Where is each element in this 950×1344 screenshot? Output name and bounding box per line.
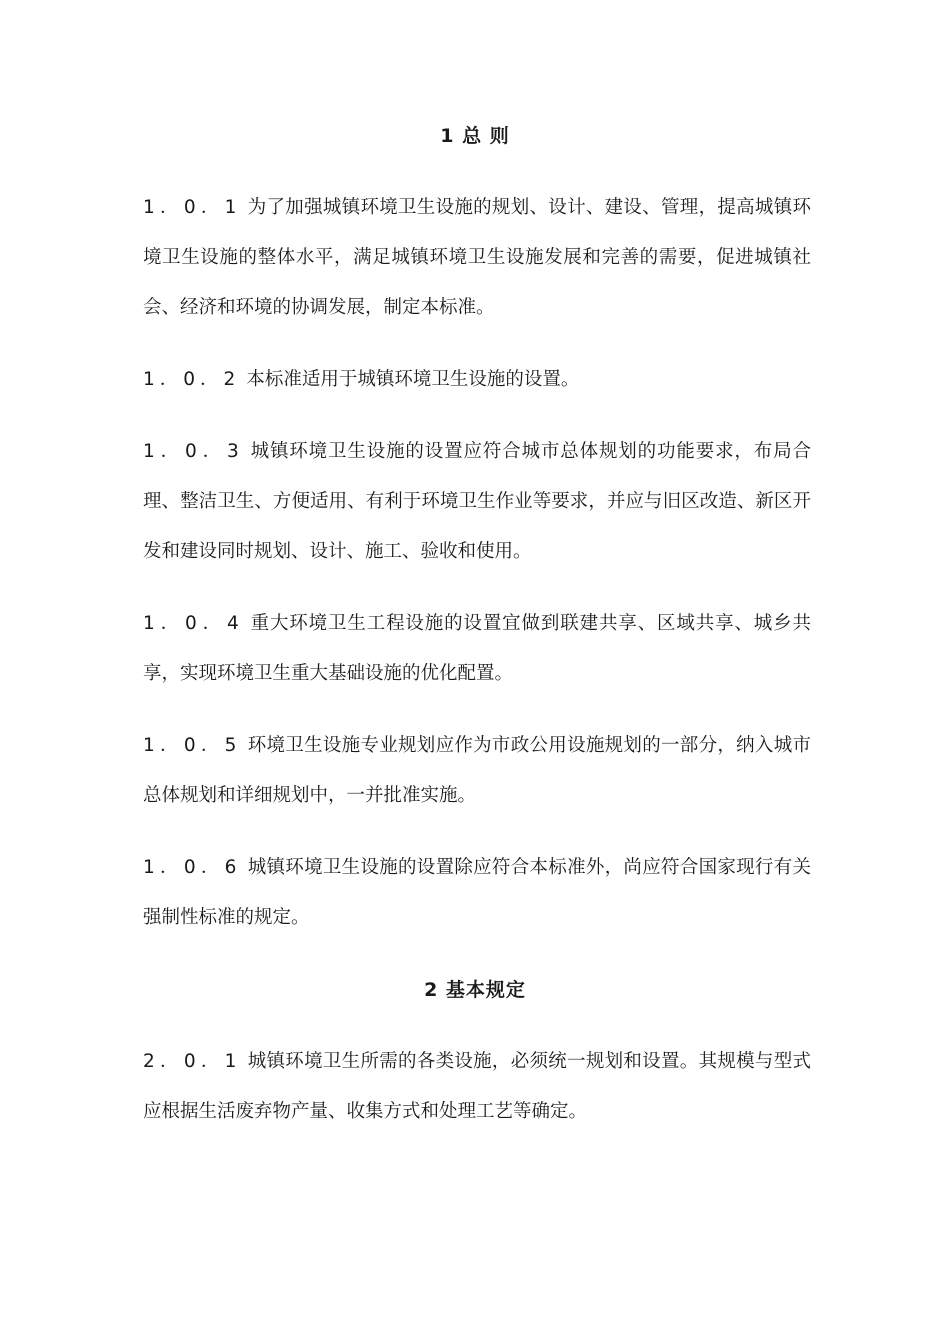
clause-1-0-6 bbox=[143, 843, 811, 943]
clause-text: 城镇环境卫生设施的设置除应符合本标准外，尚应符合国家现行有关强制性标准的规定。 bbox=[143, 857, 811, 928]
clause-text: 本标准适用于城镇环境卫生设施的设置。 bbox=[246, 369, 580, 390]
clause-1-0-4 bbox=[143, 599, 811, 699]
clause-number: 2．0．1 bbox=[143, 1051, 242, 1072]
section-1-heading: 1 总 则 bbox=[440, 125, 510, 147]
clause-text: 环境卫生设施专业规划应作为市政公用设施规划的一部分，纳入城市总体规划和详细规划中，一并批准实施。 bbox=[143, 735, 811, 806]
clause-text: 城镇环境卫生所需的各类设施，必须统一规划和设置。其规模与型式应根据生活废弃物产量、收集方式和处理工艺等确定。 bbox=[143, 1051, 811, 1122]
clause-number: 1．0．3 bbox=[143, 441, 244, 462]
clause-1-0-2 bbox=[143, 355, 811, 405]
clause-1-0-5 bbox=[143, 721, 811, 821]
clause-number: 1．0．1 bbox=[143, 197, 242, 218]
clause-number: 1．0．6 bbox=[143, 857, 242, 878]
clause-1-0-1 bbox=[143, 183, 811, 333]
clause-2-0-1 bbox=[143, 1037, 811, 1137]
section-2-heading: 2 基本规定 bbox=[424, 979, 526, 1001]
clause-number: 1．0．4 bbox=[143, 613, 244, 634]
clause-text: 城镇环境卫生设施的设置应符合城市总体规划的功能要求，布局合理、整洁卫生、方便适用、有利于环境卫生作业等要求，并应与旧区改造、新区开发和建设同时规划、设计、施工、验收和使用。 bbox=[143, 441, 811, 562]
clause-number: 1．0．5 bbox=[143, 735, 242, 756]
clause-text: 重大环境卫生工程设施的设置宜做到联建共享、区域共享、城乡共享，实现环境卫生重大基础设施的优化配置。 bbox=[143, 613, 811, 684]
clause-1-0-3 bbox=[143, 427, 811, 577]
clause-text: 为了加强城镇环境卫生设施的规划、设计、建设、管理，提高城镇环境卫生设施的整体水平，满足城镇环境卫生设施发展和完善的需要，促进城镇社会、经济和环境的协调发展，制定本标准。 bbox=[143, 197, 811, 318]
clause-number: 1．0．2 bbox=[143, 369, 241, 390]
